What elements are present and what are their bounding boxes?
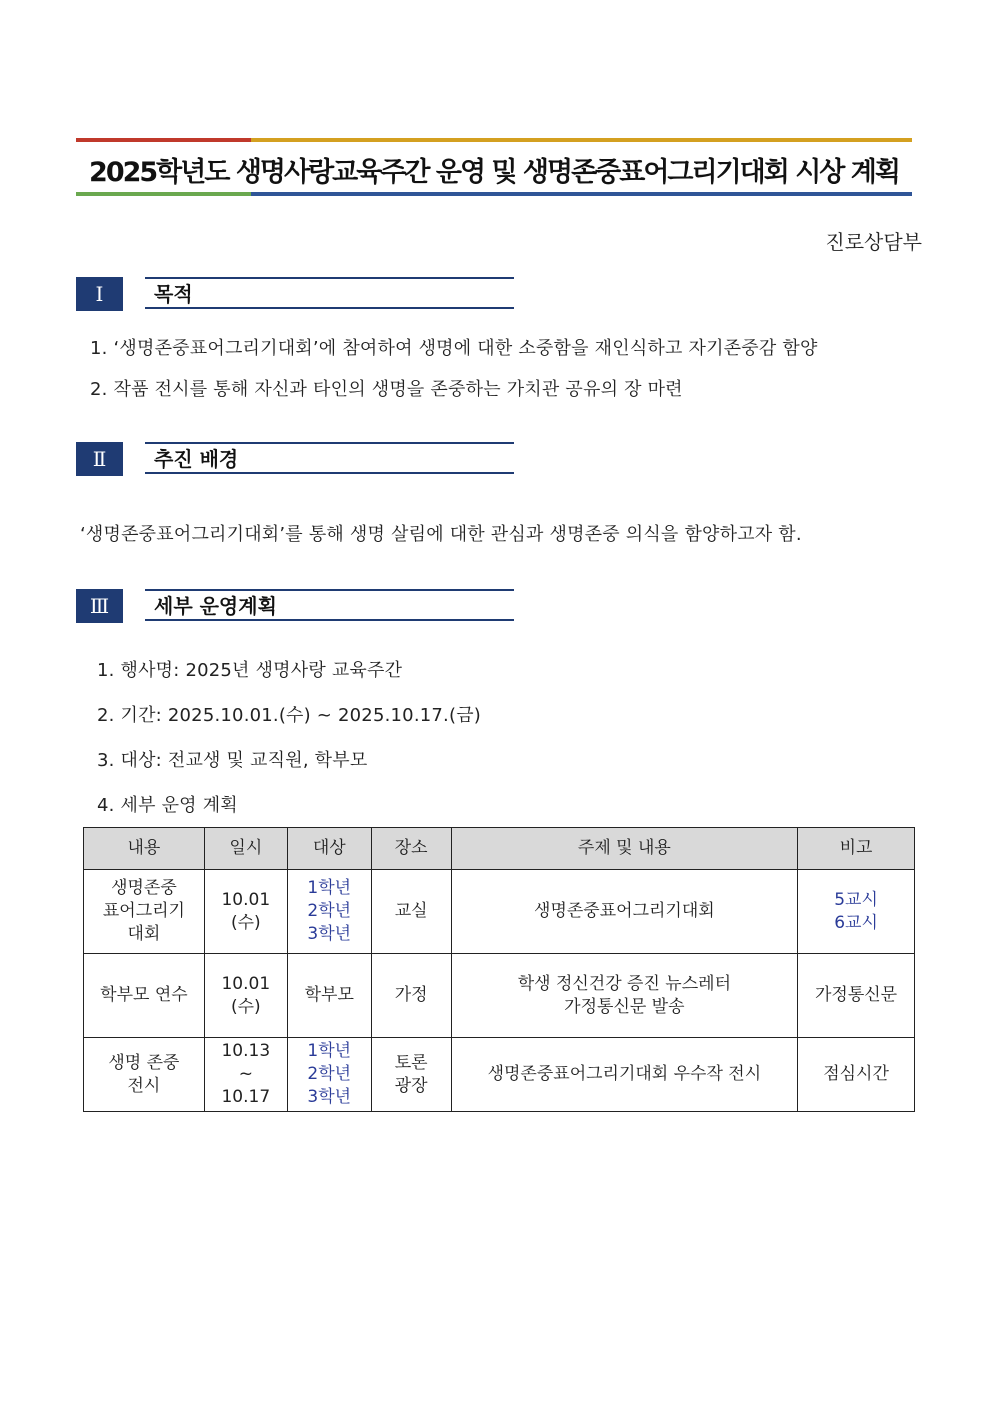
cell-line: 생명존중표어그리기대회 우수작 전시 [487, 1064, 762, 1084]
cell-content [84, 1038, 205, 1112]
column-header-place: 장소 [371, 828, 451, 870]
section-title: 추진 배경 [145, 442, 514, 474]
column-header-note: 비고 [798, 828, 915, 870]
cell-place [371, 1038, 451, 1112]
table-row [84, 870, 915, 954]
cell-content [84, 954, 205, 1038]
section-3-item: 1. 행사명: 2025년 생명사랑 교육주간 [97, 660, 403, 681]
cell-line: 대회 [127, 924, 161, 944]
cell-topic [451, 870, 798, 954]
cell-line: 가정 [394, 985, 428, 1005]
cell-note [798, 870, 915, 954]
cell-line: 1학년 [307, 1041, 352, 1061]
cell-line: 10.01 [221, 889, 271, 910]
cell-place [371, 954, 451, 1038]
table-header-row [84, 828, 915, 870]
cell-line: 생명존중 [111, 878, 177, 898]
cell-line: 표어그리기 [102, 901, 185, 921]
cell-line: 가정통신문 발송 [564, 996, 685, 1017]
cell-date [204, 1038, 287, 1112]
cell-line: ~ [238, 1064, 253, 1084]
title-bar-blue-segment [251, 192, 912, 196]
department-label: 진로상담부 [825, 230, 922, 254]
cell-target [287, 954, 371, 1038]
cell-line: 2학년 [307, 1064, 352, 1084]
column-header-date: 일시 [204, 828, 287, 870]
section-1-header [76, 277, 514, 311]
cell-line: 5교시 [834, 889, 878, 910]
section-title: 세부 운영계획 [145, 589, 514, 621]
section-title: 목적 [145, 277, 514, 309]
cell-line: 토론 [394, 1052, 428, 1073]
table-row [84, 954, 915, 1038]
cell-line: 10.17 [221, 1087, 271, 1107]
cell-topic [451, 1038, 798, 1112]
cell-line: 학부모 [304, 985, 354, 1005]
cell-content [84, 870, 205, 954]
section-3-item: 3. 대상: 전교생 및 교직원, 학부모 [97, 750, 368, 771]
section-number: Ⅱ [76, 442, 123, 476]
cell-note [798, 954, 915, 1038]
cell-line: 10.01 [221, 973, 271, 994]
section-3-item: 4. 세부 운영 계획 [97, 795, 238, 816]
section-3-item: 2. 기간: 2025.10.01.(수) ~ 2025.10.17.(금) [97, 705, 482, 726]
document-title: 2025학년도 생명사랑교육주간 운영 및 생명존중표어그리기대회 시상 계획 [89, 157, 899, 188]
column-header-content: 내용 [84, 828, 205, 870]
column-header-topic: 주제 및 내용 [451, 828, 798, 870]
cell-date [204, 870, 287, 954]
cell-line: 생명 존중 [108, 1052, 180, 1073]
cell-line: 생명존중표어그리기대회 [534, 901, 715, 921]
section-1-item: 1. ‘생명존중표어그리기대회’에 참여하여 생명에 대한 소중함을 재인식하고 자기존중감 함양 [90, 338, 818, 359]
title-bar-red-segment [76, 138, 251, 142]
title-bar-green-segment [76, 192, 251, 196]
cell-line: 교실 [394, 901, 428, 921]
cell-date [204, 954, 287, 1038]
title-bottom-bar [76, 192, 912, 196]
cell-note [798, 1038, 915, 1112]
cell-line: 전시 [127, 1075, 161, 1096]
title-bar-orange-segment [251, 138, 912, 142]
operation-plan-table [83, 827, 915, 1112]
section-number: Ⅲ [76, 589, 123, 623]
section-number: Ⅰ [76, 277, 123, 311]
cell-line: 가정통신문 [814, 985, 898, 1005]
cell-target [287, 870, 371, 954]
table-row [84, 1038, 915, 1112]
cell-line: 학부모 연수 [100, 985, 188, 1005]
cell-topic [451, 954, 798, 1038]
cell-line: 6교시 [834, 912, 878, 933]
cell-line: 점심시간 [823, 1064, 889, 1084]
section-3-header [76, 589, 514, 623]
cell-line: 2학년 [307, 901, 352, 921]
cell-line: 1학년 [307, 878, 352, 898]
cell-line: 광장 [394, 1075, 428, 1096]
section-1-item: 2. 작품 전시를 통해 자신과 타인의 생명을 존중하는 가치관 공유의 장 마련 [90, 379, 683, 400]
title-top-bar [76, 138, 912, 142]
cell-line: (수) [230, 912, 261, 933]
cell-line: (수) [230, 996, 261, 1017]
cell-line: 3학년 [307, 1087, 352, 1107]
cell-line: 3학년 [307, 924, 352, 944]
section-2-header [76, 442, 514, 476]
cell-line: 학생 정신건강 증진 뉴스레터 [517, 973, 731, 994]
column-header-target: 대상 [287, 828, 371, 870]
cell-place [371, 870, 451, 954]
section-2-text: ‘생명존중표어그리기대회’를 통해 생명 살림에 대한 관심과 생명존중 의식을 함양하고자 함. [80, 524, 802, 545]
cell-target [287, 1038, 371, 1112]
title-block [76, 138, 912, 196]
cell-line: 10.13 [221, 1041, 271, 1061]
